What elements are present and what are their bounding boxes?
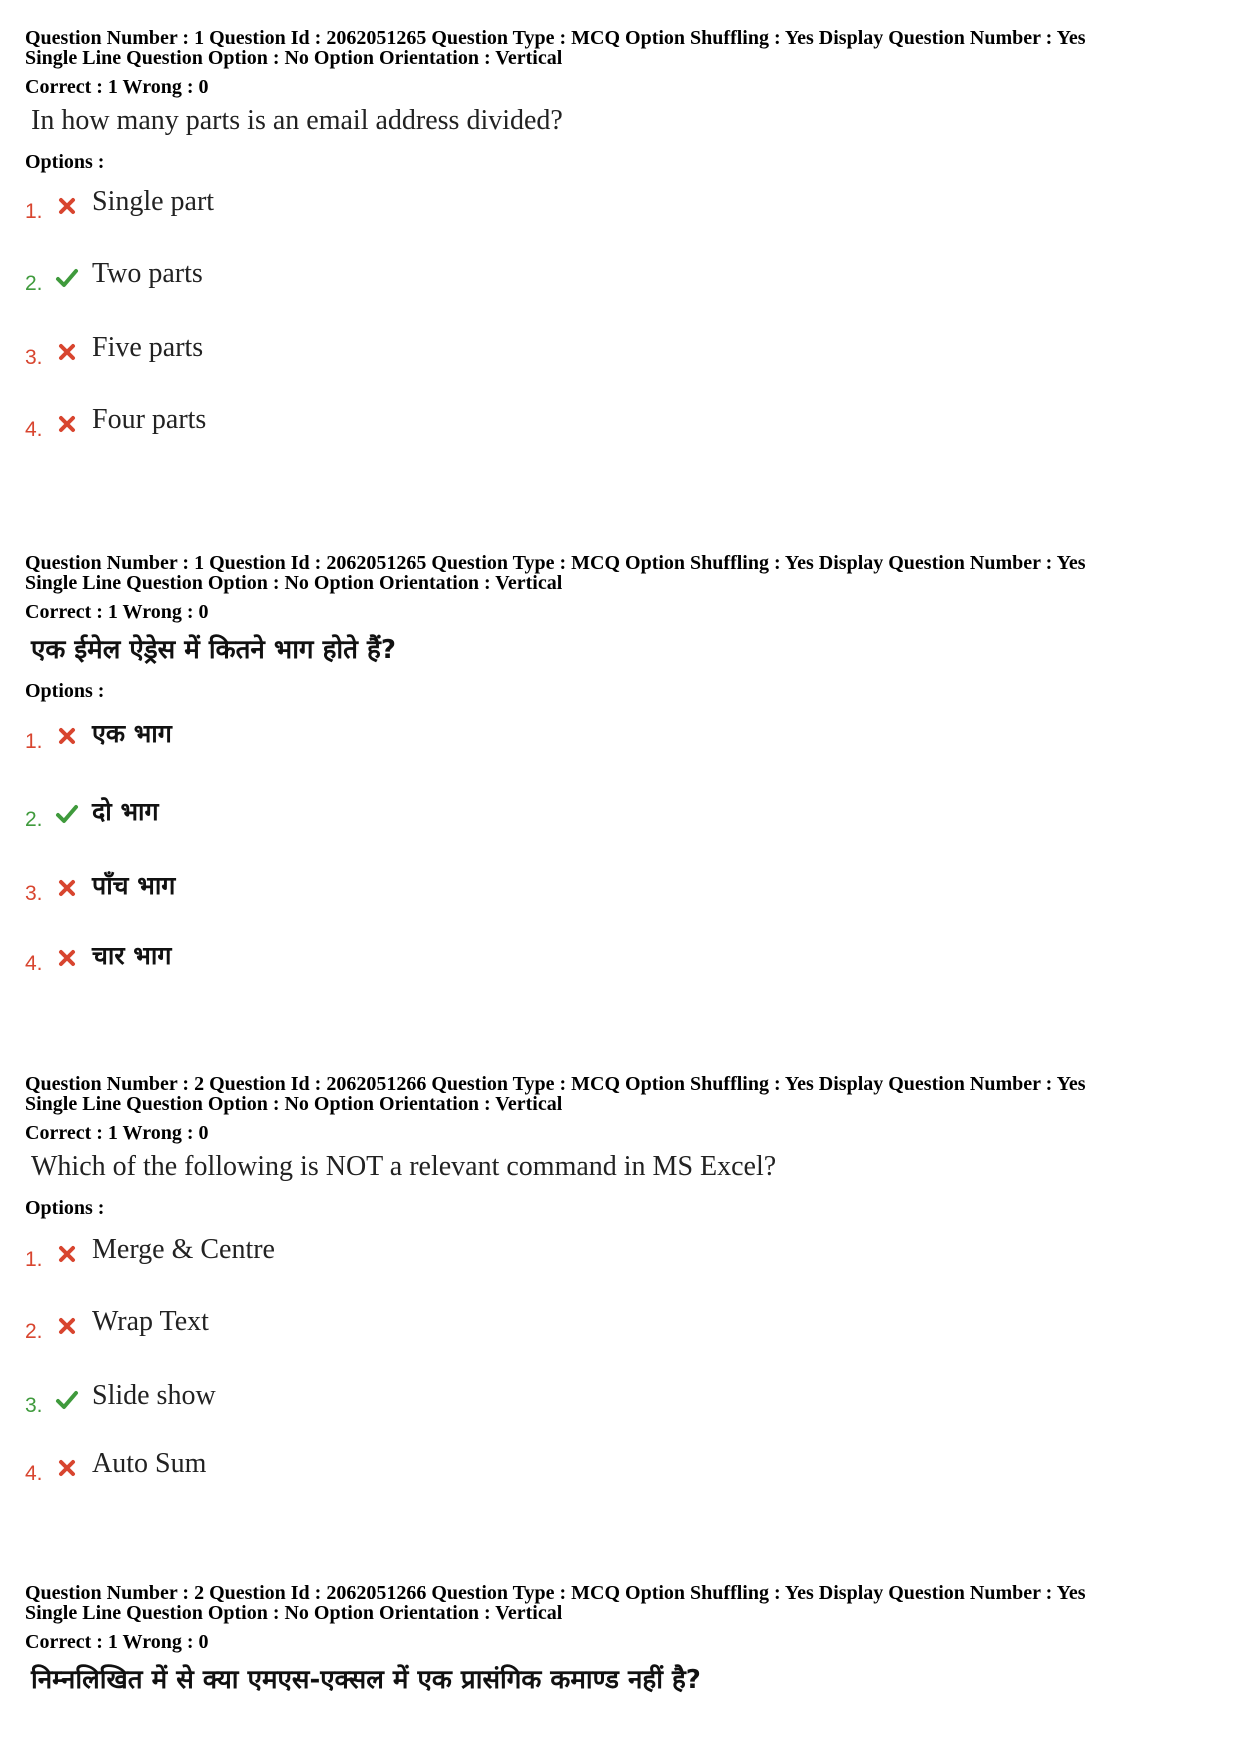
option-text: Four parts bbox=[92, 404, 207, 435]
question-meta-line2: Single Line Question Option : No Option Orientation : Vertical bbox=[25, 572, 563, 594]
question-text: एक ईमेल ऐड्रेस में कितने भाग होते हैं? bbox=[31, 635, 396, 665]
option-item bbox=[25, 938, 725, 978]
option-item bbox=[25, 868, 725, 908]
question-text: Which of the following is NOT a relevant command in MS Excel? bbox=[31, 1151, 777, 1182]
option-text: एक भाग bbox=[92, 719, 172, 748]
option-text: दो भाग bbox=[92, 797, 159, 826]
cross-icon bbox=[55, 1242, 79, 1266]
question-meta-line1: Question Number : 1 Question Id : 2062051265 Question Type : MCQ Option Shuffling : Yes Display Question Number : Yes bbox=[25, 27, 1086, 49]
question-meta-line1: Question Number : 2 Question Id : 2062051266 Question Type : MCQ Option Shuffling : Yes Display Question Number : Yes bbox=[25, 1582, 1086, 1604]
option-item bbox=[25, 1380, 725, 1420]
option-item bbox=[25, 794, 725, 834]
option-number: 3. bbox=[25, 1394, 43, 1417]
option-text: Single part bbox=[92, 186, 215, 217]
option-text: चार भाग bbox=[92, 941, 172, 970]
question-block-1-hi bbox=[25, 553, 1215, 703]
question-text: In how many parts is an email address divided? bbox=[31, 105, 563, 136]
question-score: Correct : 1 Wrong : 0 bbox=[25, 1631, 209, 1653]
question-meta-line2: Single Line Question Option : No Option Orientation : Vertical bbox=[25, 1093, 563, 1115]
check-icon bbox=[55, 266, 79, 290]
question-text: निम्नलिखित में से क्या एमएस-एक्सल में एक प्रासंगिक कमाण्ड नहीं है? bbox=[31, 1665, 701, 1695]
options-list bbox=[25, 186, 1215, 486]
question-meta-line2: Single Line Question Option : No Option Orientation : Vertical bbox=[25, 47, 563, 69]
cross-icon bbox=[55, 1314, 79, 1338]
option-text: पाँच भाग bbox=[92, 871, 176, 900]
cross-icon bbox=[55, 412, 79, 436]
cross-icon bbox=[55, 876, 79, 900]
option-text: Two parts bbox=[92, 258, 203, 289]
options-list bbox=[25, 1234, 1215, 1534]
option-text: Slide show bbox=[92, 1380, 216, 1411]
options-list bbox=[25, 716, 1215, 1016]
option-number: 4. bbox=[25, 952, 43, 975]
question-block-2-hi bbox=[25, 1583, 1215, 1696]
option-number: 4. bbox=[25, 418, 43, 441]
question-block-1-en bbox=[25, 28, 1215, 174]
option-number: 2. bbox=[25, 1320, 43, 1343]
check-icon bbox=[55, 802, 79, 826]
option-item bbox=[25, 186, 725, 226]
cross-icon bbox=[55, 1456, 79, 1480]
options-label: Options : bbox=[25, 151, 105, 173]
cross-icon bbox=[55, 340, 79, 364]
option-number: 2. bbox=[25, 272, 43, 295]
option-item bbox=[25, 1234, 725, 1274]
question-block-2-en bbox=[25, 1074, 1215, 1220]
option-number: 3. bbox=[25, 346, 43, 369]
option-number: 1. bbox=[25, 1248, 43, 1271]
option-text: Wrap Text bbox=[92, 1306, 209, 1337]
question-score: Correct : 1 Wrong : 0 bbox=[25, 1122, 209, 1144]
option-number: 1. bbox=[25, 200, 43, 223]
option-item bbox=[25, 258, 725, 298]
option-text: Merge & Centre bbox=[92, 1234, 275, 1265]
option-item bbox=[25, 716, 725, 756]
option-item bbox=[25, 1448, 725, 1488]
option-number: 3. bbox=[25, 882, 43, 905]
cross-icon bbox=[55, 946, 79, 970]
check-icon bbox=[55, 1388, 79, 1412]
option-item bbox=[25, 1306, 725, 1346]
question-score: Correct : 1 Wrong : 0 bbox=[25, 76, 209, 98]
question-meta-line1: Question Number : 1 Question Id : 2062051265 Question Type : MCQ Option Shuffling : Yes Display Question Number : Yes bbox=[25, 552, 1086, 574]
option-number: 1. bbox=[25, 730, 43, 753]
option-text: Auto Sum bbox=[92, 1448, 207, 1479]
cross-icon bbox=[55, 724, 79, 748]
question-meta-line2: Single Line Question Option : No Option Orientation : Vertical bbox=[25, 1602, 563, 1624]
option-number: 2. bbox=[25, 808, 43, 831]
options-label: Options : bbox=[25, 1197, 105, 1219]
question-score: Correct : 1 Wrong : 0 bbox=[25, 601, 209, 623]
options-label: Options : bbox=[25, 680, 105, 702]
question-meta-line1: Question Number : 2 Question Id : 2062051266 Question Type : MCQ Option Shuffling : Yes Display Question Number : Yes bbox=[25, 1073, 1086, 1095]
option-item bbox=[25, 404, 725, 444]
option-text: Five parts bbox=[92, 332, 204, 363]
option-item bbox=[25, 332, 725, 372]
cross-icon bbox=[55, 194, 79, 218]
option-number: 4. bbox=[25, 1462, 43, 1485]
